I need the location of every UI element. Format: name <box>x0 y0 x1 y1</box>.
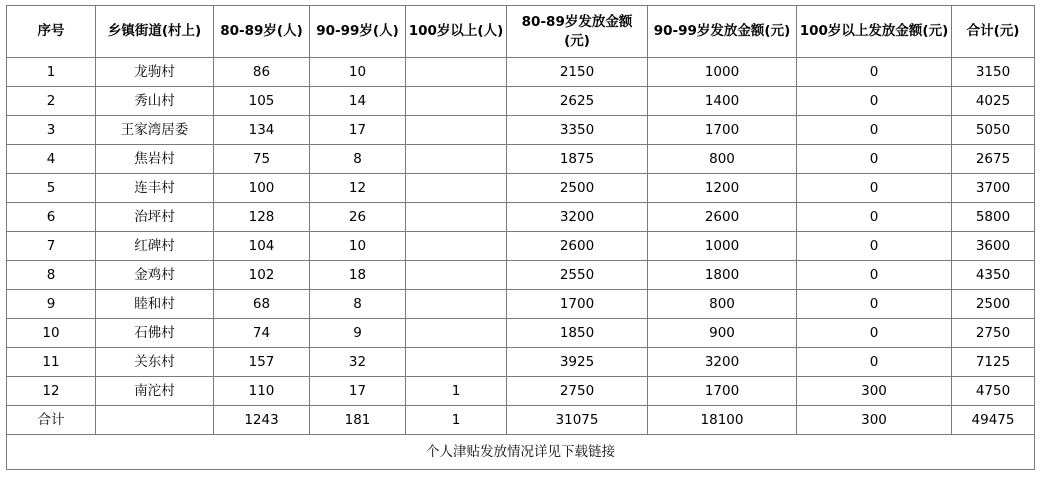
village-cell: 秀山村 <box>96 87 214 116</box>
index-cell: 12 <box>7 377 96 406</box>
index-cell: 7 <box>7 232 96 261</box>
amount-80-89-cell: 2550 <box>507 261 648 290</box>
header-cell-amount-80-89: 80-89岁发放金额(元) <box>507 6 648 58</box>
count-100-plus-cell <box>406 174 507 203</box>
amount-90-99-cell: 1700 <box>648 116 797 145</box>
village-cell: 南沱村 <box>96 377 214 406</box>
amount-80-89-cell: 2625 <box>507 87 648 116</box>
table-row <box>7 232 1035 261</box>
count-100-plus-cell <box>406 145 507 174</box>
count-80-89-cell: 110 <box>214 377 310 406</box>
header-cell-count-80-89: 80-89岁(人) <box>214 6 310 58</box>
index-cell: 9 <box>7 290 96 319</box>
amount-90-99-cell: 1000 <box>648 58 797 87</box>
total-cell: 31075 <box>507 406 648 435</box>
table-row <box>7 145 1035 174</box>
amount-100-plus-cell: 0 <box>797 232 952 261</box>
total-cell <box>96 406 214 435</box>
header-cell-amount-90-99: 90-99岁发放金额(元) <box>648 6 797 58</box>
village-cell: 焦岩村 <box>96 145 214 174</box>
table-row <box>7 319 1035 348</box>
count-80-89-cell: 134 <box>214 116 310 145</box>
table-row <box>7 87 1035 116</box>
count-80-89-cell: 102 <box>214 261 310 290</box>
index-cell: 8 <box>7 261 96 290</box>
index-cell: 2 <box>7 87 96 116</box>
count-90-99-cell: 17 <box>310 116 406 145</box>
subsidy-table <box>6 5 1035 470</box>
amount-90-99-cell: 1200 <box>648 174 797 203</box>
total-cell: 18100 <box>648 406 797 435</box>
amount-90-99-cell: 900 <box>648 319 797 348</box>
header-cell-count-100-plus: 100岁以上(人) <box>406 6 507 58</box>
table-row <box>7 174 1035 203</box>
row-total-cell: 3150 <box>952 58 1035 87</box>
row-total-cell: 4350 <box>952 261 1035 290</box>
table-row <box>7 116 1035 145</box>
amount-100-plus-cell: 0 <box>797 116 952 145</box>
count-100-plus-cell <box>406 348 507 377</box>
count-90-99-cell: 17 <box>310 377 406 406</box>
count-90-99-cell: 14 <box>310 87 406 116</box>
amount-100-plus-cell: 300 <box>797 377 952 406</box>
total-cell: 181 <box>310 406 406 435</box>
index-cell: 1 <box>7 58 96 87</box>
row-total-cell: 2675 <box>952 145 1035 174</box>
amount-90-99-cell: 800 <box>648 290 797 319</box>
amount-100-plus-cell: 0 <box>797 319 952 348</box>
row-total-cell: 7125 <box>952 348 1035 377</box>
header-cell-total: 合计(元) <box>952 6 1035 58</box>
count-100-plus-cell <box>406 232 507 261</box>
amount-90-99-cell: 2600 <box>648 203 797 232</box>
row-total-cell: 2750 <box>952 319 1035 348</box>
header-cell-village: 乡镇街道(村上) <box>96 6 214 58</box>
count-100-plus-cell <box>406 203 507 232</box>
table-row <box>7 290 1035 319</box>
amount-80-89-cell: 2600 <box>507 232 648 261</box>
header-cell-count-90-99: 90-99岁(人) <box>310 6 406 58</box>
count-80-89-cell: 74 <box>214 319 310 348</box>
count-100-plus-cell <box>406 319 507 348</box>
count-100-plus-cell <box>406 290 507 319</box>
amount-80-89-cell: 3925 <box>507 348 648 377</box>
village-cell: 王家湾居委 <box>96 116 214 145</box>
count-80-89-cell: 128 <box>214 203 310 232</box>
count-90-99-cell: 8 <box>310 290 406 319</box>
village-cell: 红碑村 <box>96 232 214 261</box>
amount-100-plus-cell: 0 <box>797 58 952 87</box>
count-90-99-cell: 9 <box>310 319 406 348</box>
count-80-89-cell: 68 <box>214 290 310 319</box>
amount-100-plus-cell: 0 <box>797 290 952 319</box>
count-90-99-cell: 32 <box>310 348 406 377</box>
village-cell: 睦和村 <box>96 290 214 319</box>
amount-100-plus-cell: 0 <box>797 145 952 174</box>
index-cell: 11 <box>7 348 96 377</box>
table-row <box>7 377 1035 406</box>
total-cell: 1243 <box>214 406 310 435</box>
amount-80-89-cell: 2150 <box>507 58 648 87</box>
count-100-plus-cell <box>406 116 507 145</box>
note-row <box>7 435 1035 470</box>
table-row <box>7 261 1035 290</box>
header-cell-amount-100-plus: 100岁以上发放金额(元) <box>797 6 952 58</box>
total-cell: 300 <box>797 406 952 435</box>
amount-80-89-cell: 1850 <box>507 319 648 348</box>
download-note: 个人津贴发放情况详见下载链接 <box>7 435 1035 470</box>
amount-80-89-cell: 1875 <box>507 145 648 174</box>
amount-80-89-cell: 1700 <box>507 290 648 319</box>
amount-80-89-cell: 3200 <box>507 203 648 232</box>
count-80-89-cell: 100 <box>214 174 310 203</box>
count-80-89-cell: 104 <box>214 232 310 261</box>
village-cell: 金鸡村 <box>96 261 214 290</box>
count-100-plus-cell <box>406 87 507 116</box>
row-total-cell: 3600 <box>952 232 1035 261</box>
amount-80-89-cell: 2500 <box>507 174 648 203</box>
count-80-89-cell: 86 <box>214 58 310 87</box>
total-row <box>7 406 1035 435</box>
village-cell: 石佛村 <box>96 319 214 348</box>
count-100-plus-cell <box>406 58 507 87</box>
index-cell: 6 <box>7 203 96 232</box>
amount-90-99-cell: 1700 <box>648 377 797 406</box>
count-100-plus-cell: 1 <box>406 377 507 406</box>
row-total-cell: 5050 <box>952 116 1035 145</box>
index-cell: 5 <box>7 174 96 203</box>
table-body <box>7 58 1035 406</box>
total-cell: 49475 <box>952 406 1035 435</box>
row-total-cell: 4025 <box>952 87 1035 116</box>
header-cell-index: 序号 <box>7 6 96 58</box>
row-total-cell: 2500 <box>952 290 1035 319</box>
row-total-cell: 5800 <box>952 203 1035 232</box>
index-cell: 3 <box>7 116 96 145</box>
row-total-cell: 4750 <box>952 377 1035 406</box>
total-cell: 1 <box>406 406 507 435</box>
amount-100-plus-cell: 0 <box>797 203 952 232</box>
amount-90-99-cell: 800 <box>648 145 797 174</box>
village-cell: 治坪村 <box>96 203 214 232</box>
count-90-99-cell: 10 <box>310 232 406 261</box>
village-cell: 龙驹村 <box>96 58 214 87</box>
amount-100-plus-cell: 0 <box>797 87 952 116</box>
index-cell: 10 <box>7 319 96 348</box>
total-cell: 合计 <box>7 406 96 435</box>
village-cell: 关东村 <box>96 348 214 377</box>
count-90-99-cell: 8 <box>310 145 406 174</box>
amount-100-plus-cell: 0 <box>797 174 952 203</box>
amount-100-plus-cell: 0 <box>797 348 952 377</box>
count-80-89-cell: 157 <box>214 348 310 377</box>
amount-100-plus-cell: 0 <box>797 261 952 290</box>
index-cell: 4 <box>7 145 96 174</box>
count-80-89-cell: 105 <box>214 87 310 116</box>
count-90-99-cell: 12 <box>310 174 406 203</box>
amount-80-89-cell: 3350 <box>507 116 648 145</box>
count-90-99-cell: 26 <box>310 203 406 232</box>
count-90-99-cell: 10 <box>310 58 406 87</box>
count-80-89-cell: 75 <box>214 145 310 174</box>
row-total-cell: 3700 <box>952 174 1035 203</box>
amount-90-99-cell: 1400 <box>648 87 797 116</box>
count-90-99-cell: 18 <box>310 261 406 290</box>
table-row <box>7 58 1035 87</box>
header-row <box>7 6 1035 58</box>
village-cell: 连丰村 <box>96 174 214 203</box>
table-row <box>7 203 1035 232</box>
count-100-plus-cell <box>406 261 507 290</box>
amount-90-99-cell: 3200 <box>648 348 797 377</box>
amount-80-89-cell: 2750 <box>507 377 648 406</box>
amount-90-99-cell: 1800 <box>648 261 797 290</box>
table-row <box>7 348 1035 377</box>
amount-90-99-cell: 1000 <box>648 232 797 261</box>
